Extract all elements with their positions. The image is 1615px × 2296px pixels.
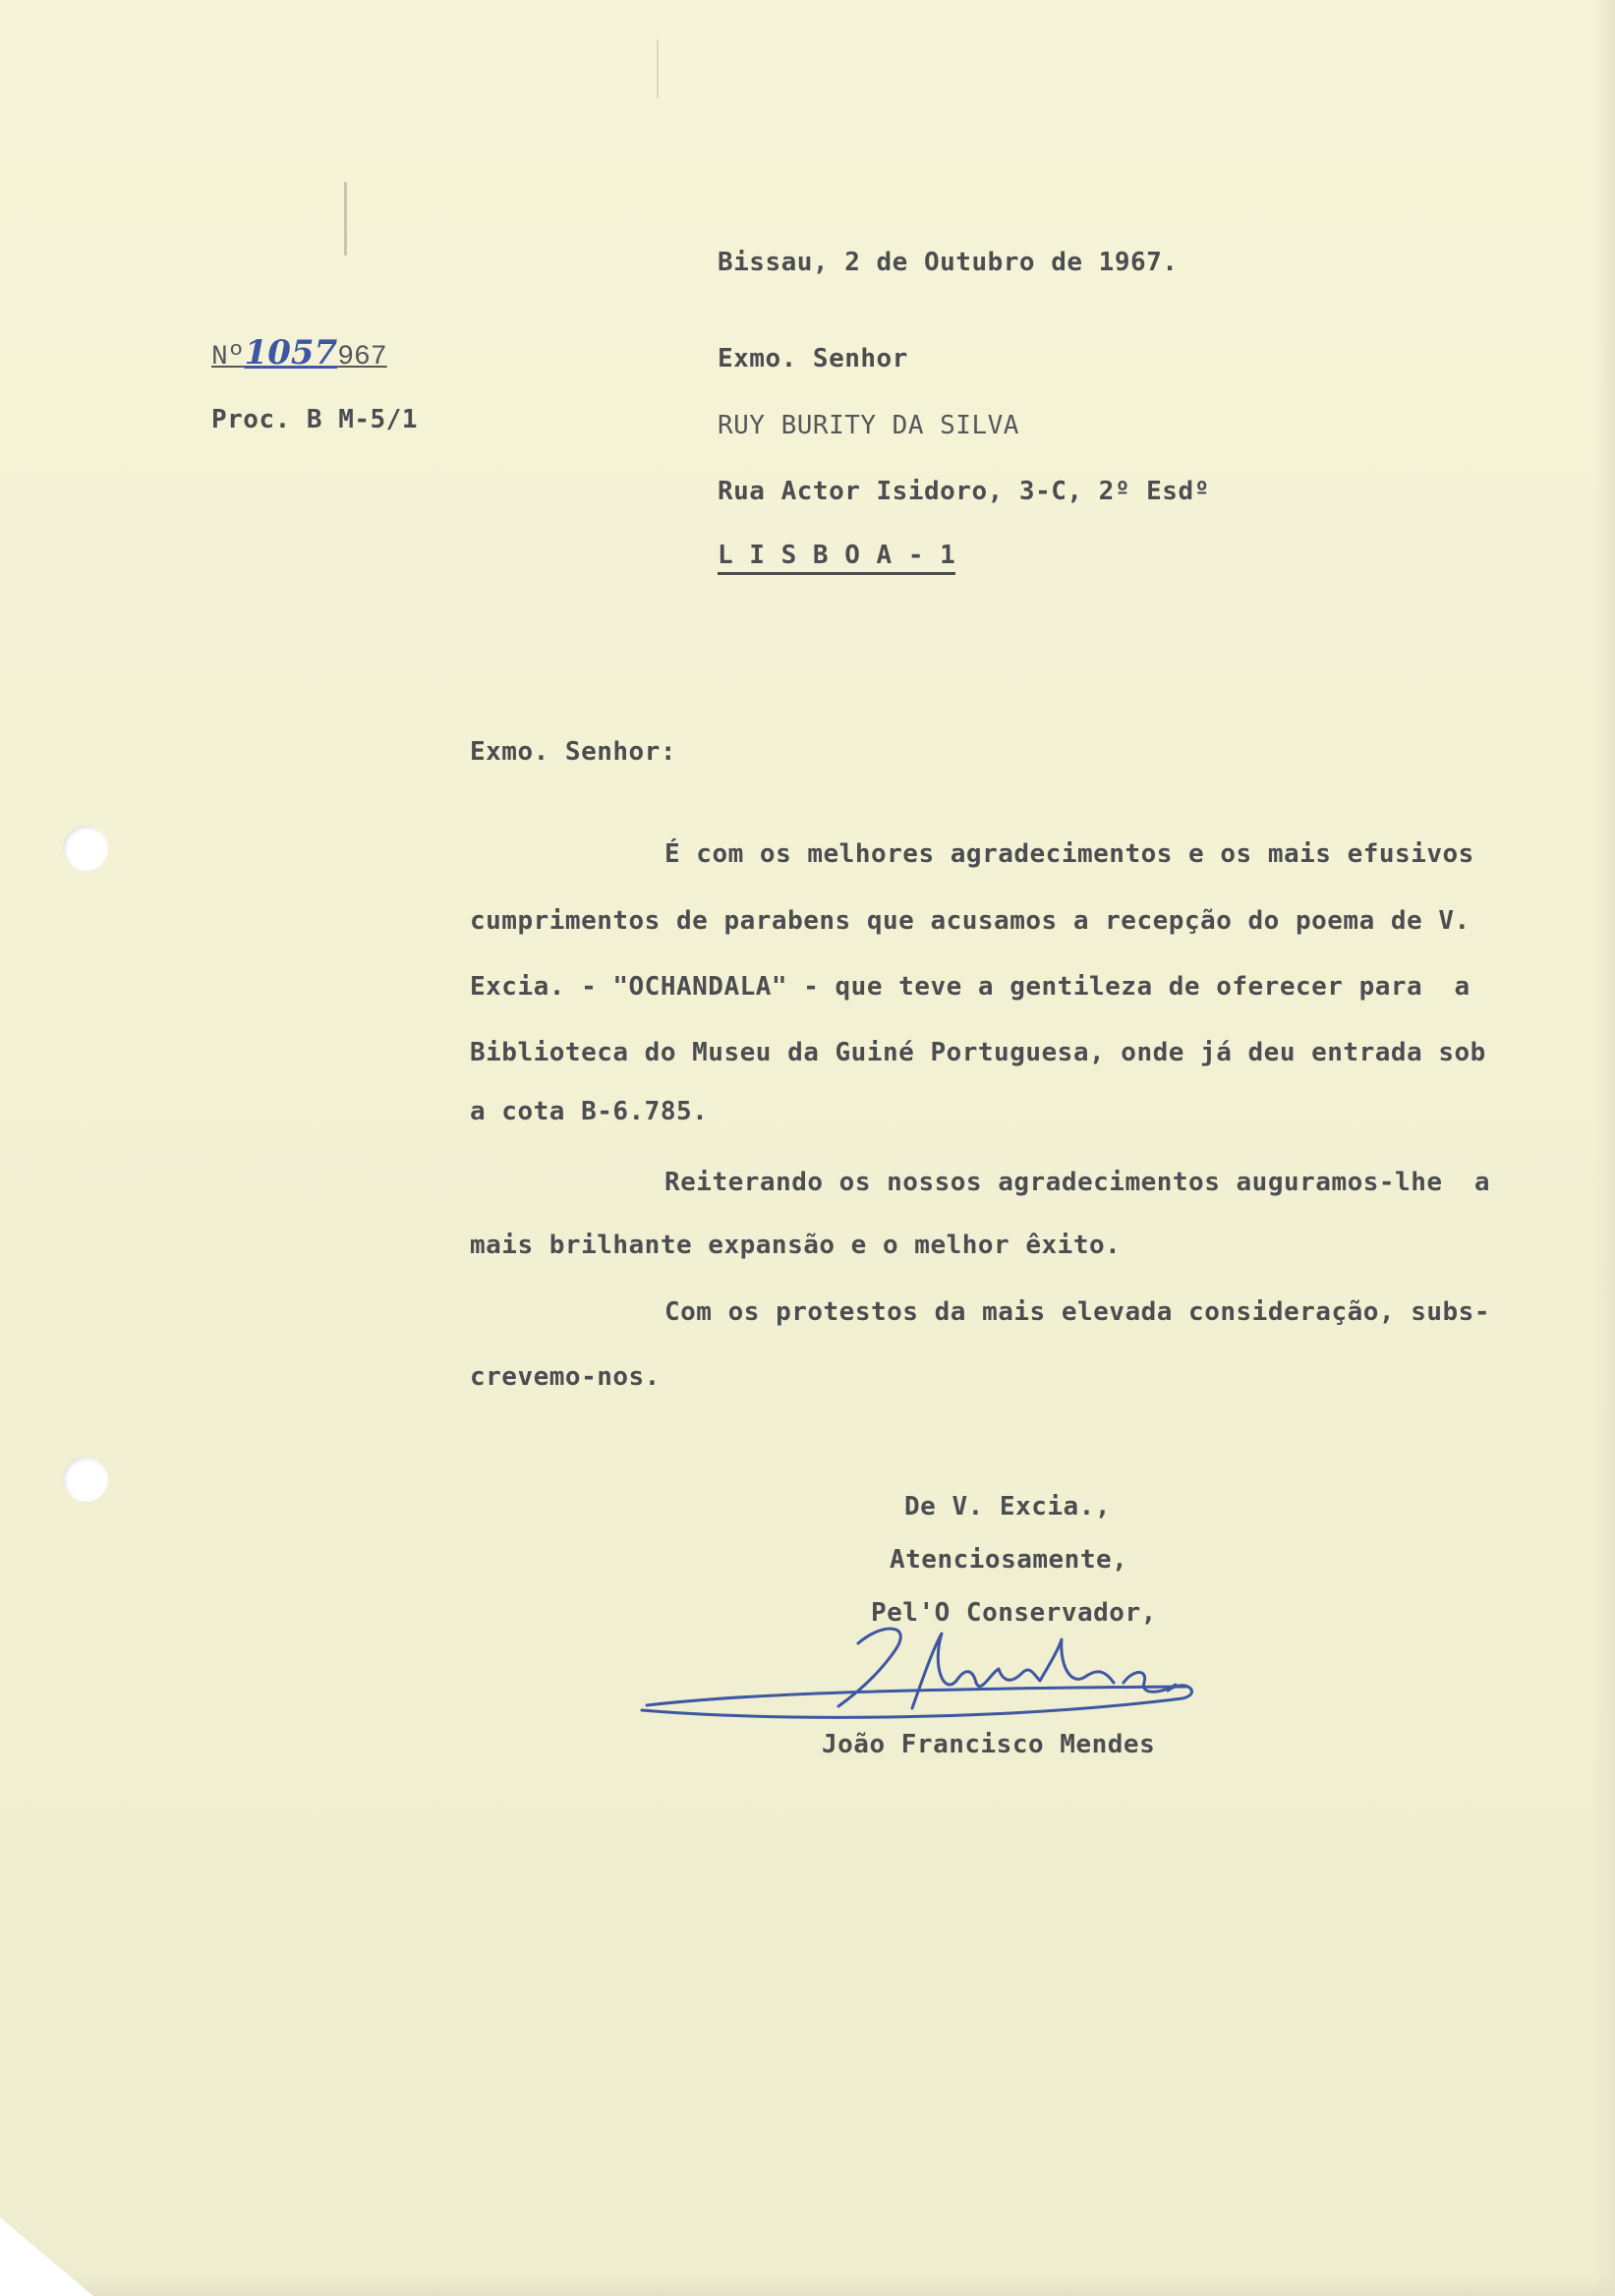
paper-mark (657, 39, 659, 98)
body-line: Reiterando os nossos agradecimentos auguramos-lhe a (664, 1168, 1490, 1197)
page-edge-shadow-bottom (0, 2276, 1615, 2296)
reference-handwritten-number: 1057 (244, 333, 338, 373)
handwritten-signature (637, 1612, 1207, 1740)
punch-hole-bottom (63, 1457, 108, 1502)
reference-number (211, 333, 387, 374)
torn-corner (0, 2217, 93, 2296)
closing-line: Pel'O Conservador, (871, 1598, 1157, 1628)
recipient-name: RUY BURITY DA SILVA (718, 411, 1019, 440)
recipient-street: Rua Actor Isidoro, 3-C, 2º Esdº (718, 477, 1210, 506)
body-line: crevemo-nos. (470, 1362, 661, 1392)
body-line: Biblioteca do Museu da Guiné Portuguesa, onde já deu entrada sob (470, 1038, 1486, 1067)
closing-line: Atenciosamente, (890, 1545, 1128, 1575)
recipient-salutation: Exmo. Senhor (718, 344, 908, 373)
page-edge-shadow (1593, 0, 1615, 2296)
reference-year: 967 (337, 342, 387, 373)
body-line: É com os melhores agradecimentos e os mais efusivos (664, 839, 1474, 869)
recipient-city: L I S B O A - 1 (718, 541, 955, 575)
body-line: a cota B-6.785. (470, 1097, 709, 1126)
body-line: cumprimentos de parabens que acusamos a recepção do poema de V. (470, 906, 1471, 936)
signer-name: João Francisco Mendes (822, 1730, 1156, 1759)
body-line: Excia. - "OCHANDALA" - que teve a gentileza de oferecer para a (470, 972, 1471, 1002)
letter-greeting: Exmo. Senhor: (470, 737, 676, 767)
closing-line: De V. Excia., (904, 1492, 1111, 1521)
punch-hole-top (63, 826, 108, 871)
date-line: Bissau, 2 de Outubro de 1967. (718, 248, 1179, 277)
process-reference: Proc. B M-5/1 (211, 405, 418, 434)
body-line: mais brilhante expansão e o melhor êxito. (470, 1231, 1122, 1260)
body-line: Com os protestos da mais elevada consideração, subs- (664, 1297, 1490, 1327)
reference-prefix: Nº (211, 342, 245, 373)
paper-mark (344, 182, 347, 256)
